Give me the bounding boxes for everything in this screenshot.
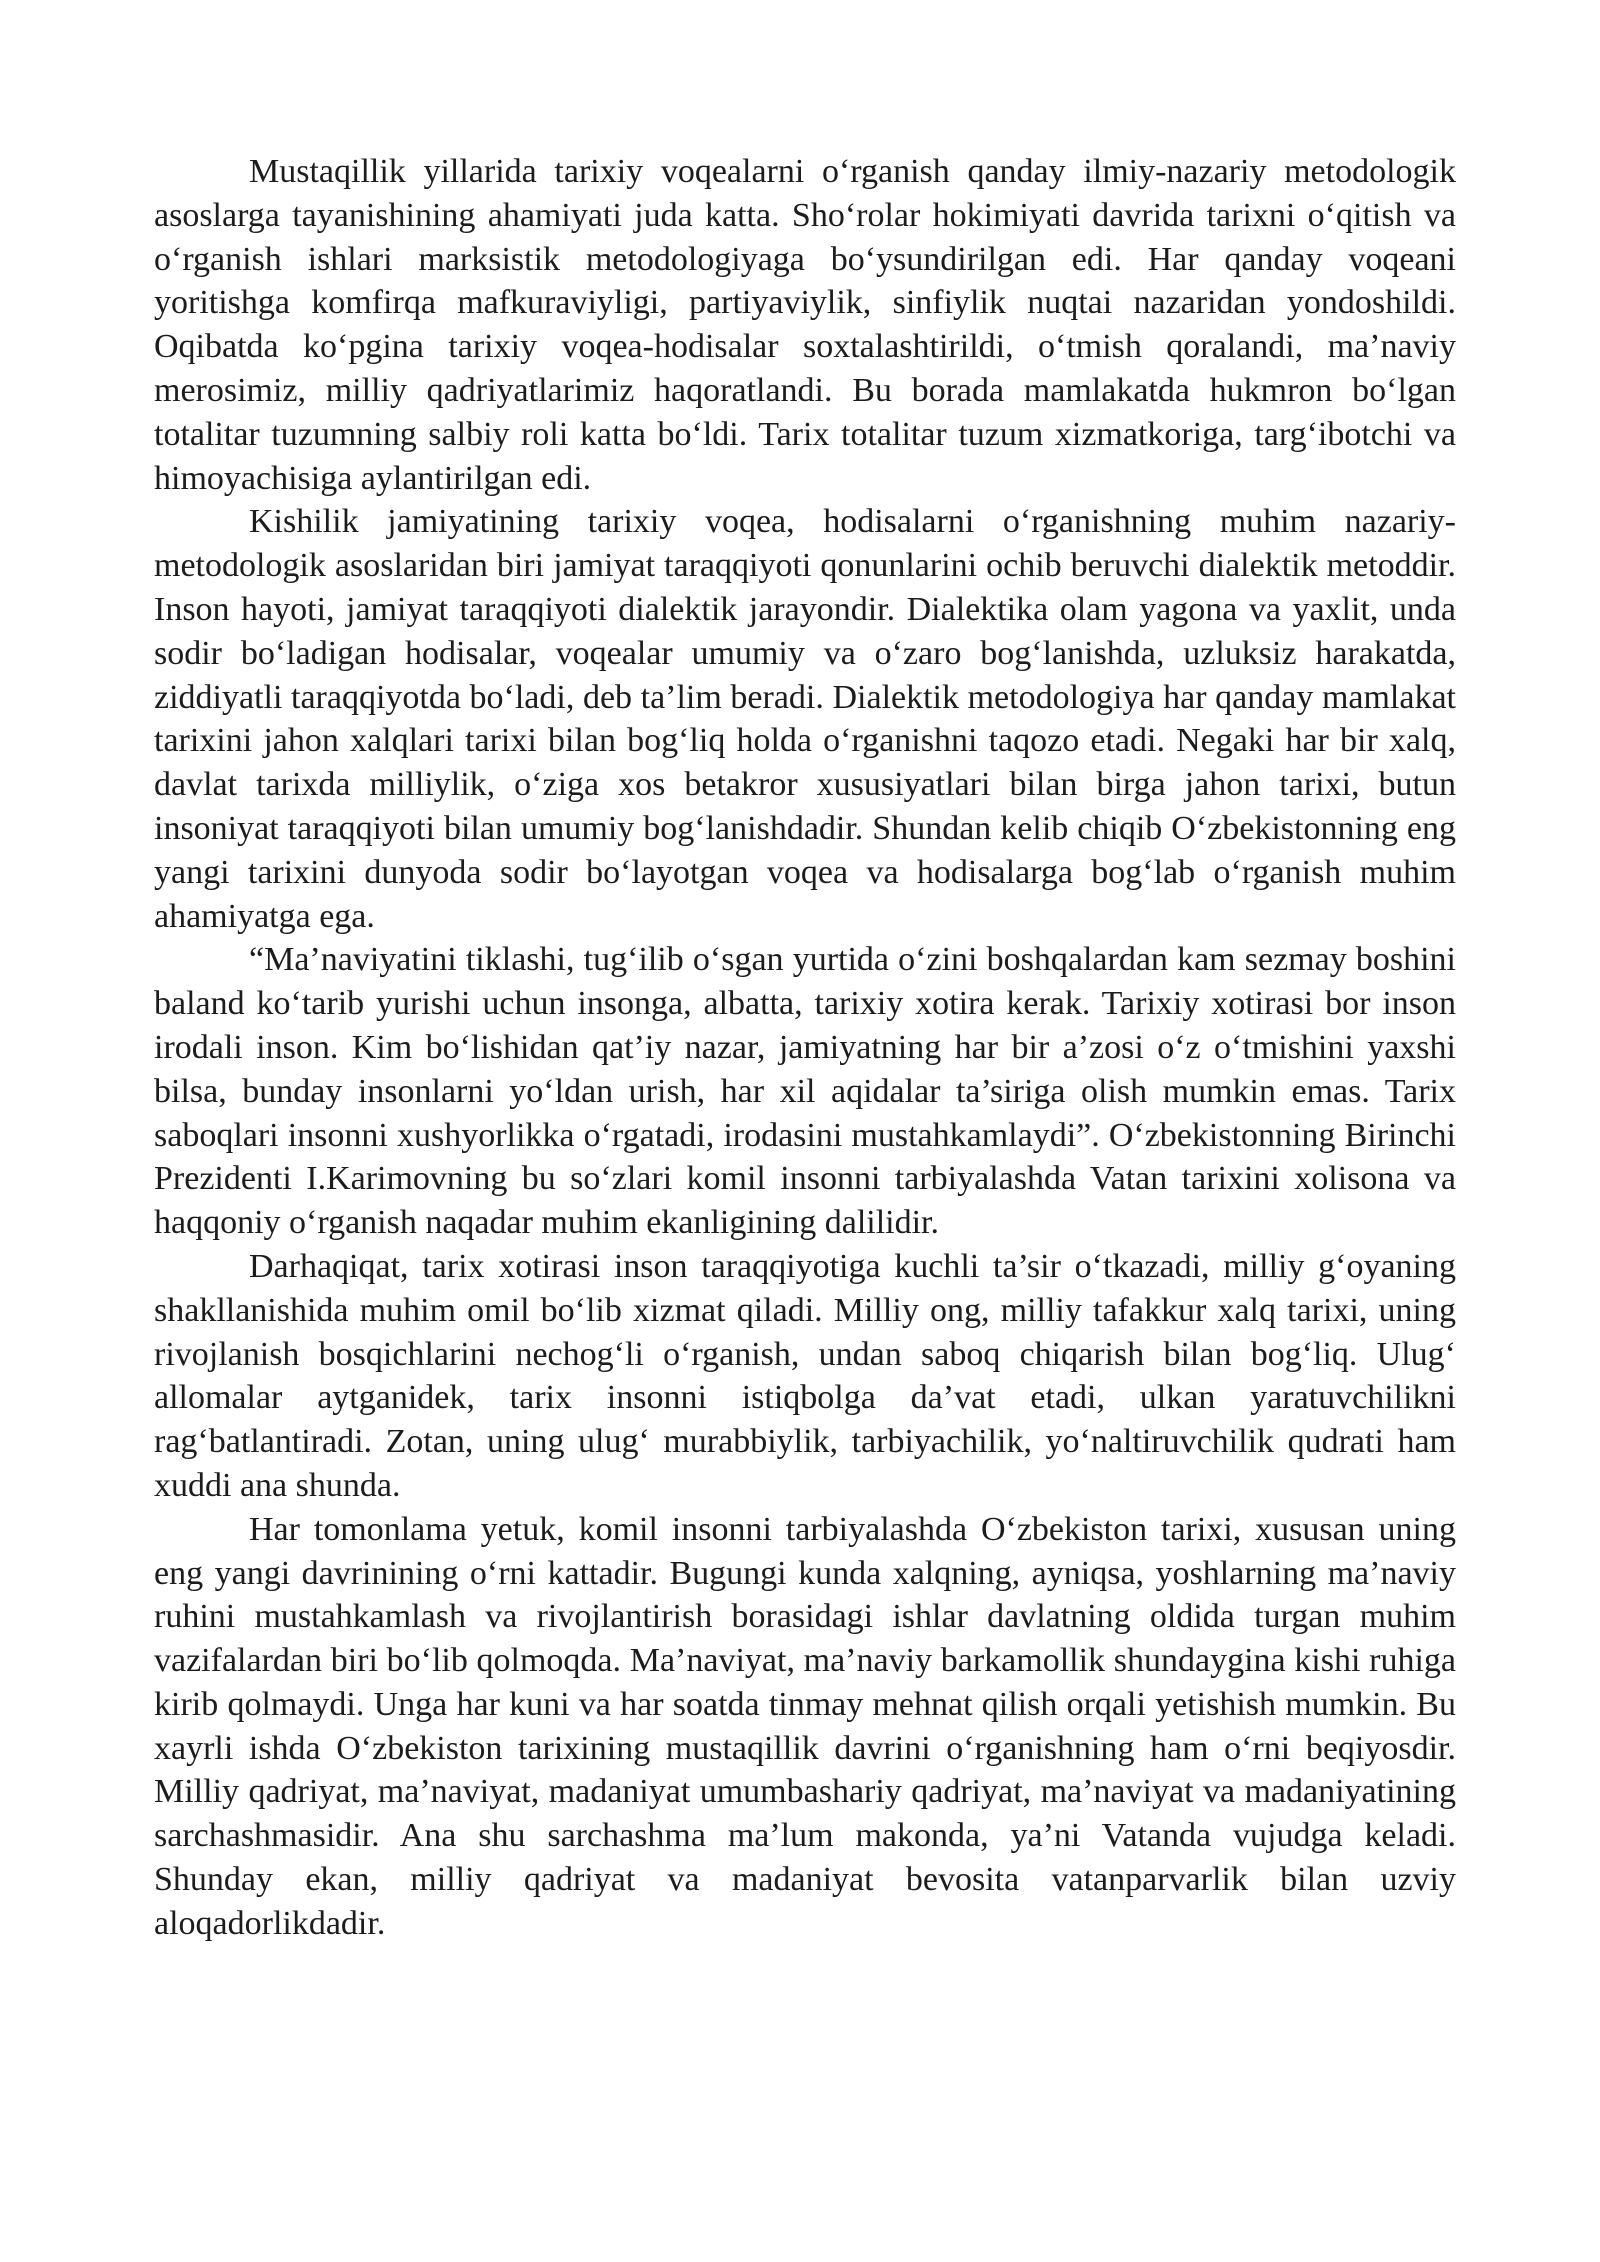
paragraph-education: Har tomonlama yetuk, komil insonni tarbiyalashda O‘zbekiston tarixi, xususan uning eng yangi davrinining o‘rni kattadir. Bugungi kunda xalqning, ayniqsa, yoshlarning ma’naviy ruhini mustahkamlash va rivojlantirish borasidagi ishlar davlatning oldida turgan muhim vazifalardan biri bo‘lib qolmoqda. Ma’naviyat, ma’naviy barkamollik shundaygina kishi ruhiga kirib qolmaydi. Unga har kuni va har soatda tinmay mehnat qilish orqali yetishish mumkin. Bu xayrli ishda O‘zbekiston tarixining mustaqillik davrini o‘rganishning ham o‘rni beqiyosdir. Milliy qadriyat, ma’naviyat, madaniyat umumbashariy qadriyat, ma’naviyat va madaniyatining sarchashmasidir. Ana shu sarchashma ma’lum makonda, ya’ni Vatanda vujudga keladi. Shunday ekan, milliy qadriyat va madaniyat bevosita vatanparvarlik bilan uzviy aloqadorlikdadir. [154, 1510, 1456, 1942]
paragraph-historical-memory: Darhaqiqat, tarix xotirasi inson taraqqiyotiga kuchli ta’sir o‘tkazadi, milliy g‘oyaning shakllanishida muhim omil bo‘lib xizmat qiladi. Milliy ong, milliy tafakkur xalq tarixi, uning rivojlanish bosqichlarini nechog‘li o‘rganish, undan saboq chiqarish bilan bog‘liq. Ulug‘ allomalar aytganidek, tarix insonni istiqbolga da’vat etadi, ulkan yaratuvchilikni rag‘batlantiradi. Zotan, uning ulug‘ murabbiylik, tarbiyachilik, yo‘naltiruvchilik qudrati ham xuddi ana shunda. [154, 1247, 1456, 1504]
paragraph-methodology: Mustaqillik yillarida tarixiy voqealarni o‘rganish qanday ilmiy-nazariy metodologik asoslarga tayanishining ahamiyati juda katta. Sho‘rolar hokimiyati davrida tarixni o‘qitish va o‘rganish ishlari marksistik metodologiyaga bo‘ysundirilgan edi. Har qanday voqeani yoritishga komfirqa mafkuraviyligi, partiyaviylik, sinfiylik nuqtai nazaridan yondoshildi. Oqibatda ko‘pgina tarixiy voqea-hodisalar soxtalashtirildi, o‘tmish qoralandi, ma’naviy merosimiz, milliy qadriyatlarimiz haqoratlandi. Bu borada mamlakatda hukmron bo‘lgan totalitar tuzumning salbiy roli katta bo‘ldi. Tarix totalitar tuzum xizmatkoriga, targ‘ibotchi va himoyachisiga aylantirilgan edi. [154, 153, 1456, 497]
paragraph-dialectics: Kishilik jamiyatining tarixiy voqea, hodisalarni o‘rganishning muhim nazariy-metodologik asoslaridan biri jamiyat taraqqiyoti qonunlarini ochib beruvchi dialektik metoddir. Inson hayoti, jamiyat taraqqiyoti dialektik jarayondir. Dialektika olam yagona va yaxlit, unda sodir bo‘ladigan hodisalar, voqealar umumiy va o‘zaro bog‘lanishda, uzluksiz harakatda, ziddiyatli taraqqiyotda bo‘ladi, deb ta’lim beradi. Dialektik metodologiya har qanday mamlakat tarixini jahon xalqlari tarixi bilan bog‘liq holda o‘rganishni taqozo etadi. Negaki har bir xalq, davlat tarixda milliylik, o‘ziga xos betakror xususiyatlari bilan birga jahon tarixi, butun insoniyat taraqqiyoti bilan umumiy bog‘lanishdadir. Shundan kelib chiqib O‘zbekistonning eng yangi tarixini dunyoda sodir bo‘layotgan voqea va hodisalarga bog‘lab o‘rganish muhim ahamiyatga ega. [154, 503, 1456, 935]
document-page [154, 150, 1456, 1946]
paragraph-quote: “Ma’naviyatini tiklashi, tug‘ilib o‘sgan yurtida o‘zini boshqalardan kam sezmay boshini baland ko‘tarib yurishi uchun insonga, albatta, tarixiy xotira kerak. Tarixiy xotirasi bor inson irodali inson. Kim bo‘lishidan qat’iy nazar, jamiyatning har bir a’zosi o‘z o‘tmishini yaxshi bilsa, bunday insonlarni yo‘ldan urish, har xil aqidalar ta’siriga olish mumkin emas. Tarix saboqlari insonni xushyorlikka o‘rgatadi, irodasini mustahkamlaydi”. O‘zbekistonning Birinchi Prezidenti I.Karimovning bu so‘zlari komil insonni tarbiyalashda Vatan tarixini xolisona va haqqoniy o‘rganish naqadar muhim ekanligining dalilidir. [154, 941, 1456, 1242]
